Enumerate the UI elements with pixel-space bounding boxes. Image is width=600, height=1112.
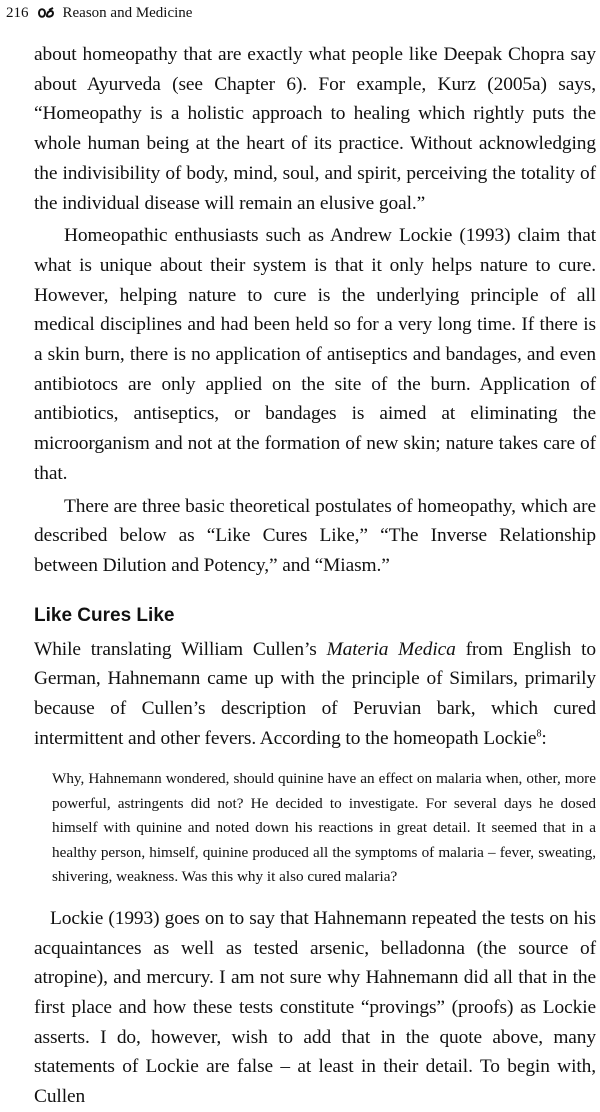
- book-title: Materia Medica: [326, 638, 456, 660]
- paragraph: Homeopathic enthusiasts such as Andrew Lockie (1993) claim that what is unique about their system is that it only helps nature to cure. However, helping nature to cure is the underlying principle of all medical disciplines and had been held so for a very long time. If there is a skin burn, there is no application of antiseptics and bandages, and even antibiotocs are only applied on the site of the burn. Application of antibiotics, antiseptics, or bandages is aimed at eliminating the microorganism and not at the formation of new skin; nature takes care of that.: [34, 225, 596, 484]
- page-number: 216: [6, 4, 29, 21]
- paragraph: Lockie (1993) goes on to say that Hahnemann repeated the tests on his acquaintances as well as tested arsenic, belladonna (the source of atropine), and mercury. I am not sure why Hahnemann did all that in the first place and how these tests constitute “provings” (proofs) as Lockie asserts. I do, however, wish to add that in the quote above, many statements of Lockie are false – at least in their detail. To begin with, Cullen: [34, 907, 596, 1108]
- paragraph: There are three basic theoretical postulates of homeopathy, which are described below as “Like Cures Like,” “The Inverse Relationship between Dilution and Potency,” and “Miasm.”: [34, 495, 596, 576]
- text-span: While translating William Cullen’s: [34, 638, 327, 660]
- footnote-marker[interactable]: 8: [536, 728, 542, 740]
- text-span: from English to German, Hahnemann came up with the principle of Similars, primarily because of Cullen’s description of Peruvian bark, which cured intermittent and other fevers. According to the homeopath Lockie: [34, 638, 596, 749]
- page-body: [34, 40, 596, 1112]
- paragraph: about homeopathy that are exactly what people like Deepak Chopra say about Ayurveda (see Chapter 6). For example, Kurz (2005a) says, “Homeopathy is a holistic approach to healing which rightly puts the whole human being at the heart of its practice. Without acknowledging the indivisibility of body, mind, soul, and spirit, perceiving the totality of the individual disease will remain an elusive goal.”: [34, 44, 596, 214]
- block-quote: Why, Hahnemann wondered, should quinine have an effect on malaria when, other, more powerful, astringents did not? He decided to investigate. For several days he dosed himself with quinine and noted down his reactions in great detail. It seemed that in a healthy person, himself, quinine produced all the symptoms of malaria – fever, sweating, shivering, weakness. Was this why it also cured malaria?: [52, 770, 596, 886]
- ornament-icon: [37, 7, 55, 19]
- text-span: :: [541, 727, 547, 749]
- section-heading: Like Cures Like: [34, 604, 175, 626]
- paragraph: [34, 635, 596, 754]
- running-title: Reason and Medicine: [62, 4, 193, 21]
- running-head: [6, 2, 192, 24]
